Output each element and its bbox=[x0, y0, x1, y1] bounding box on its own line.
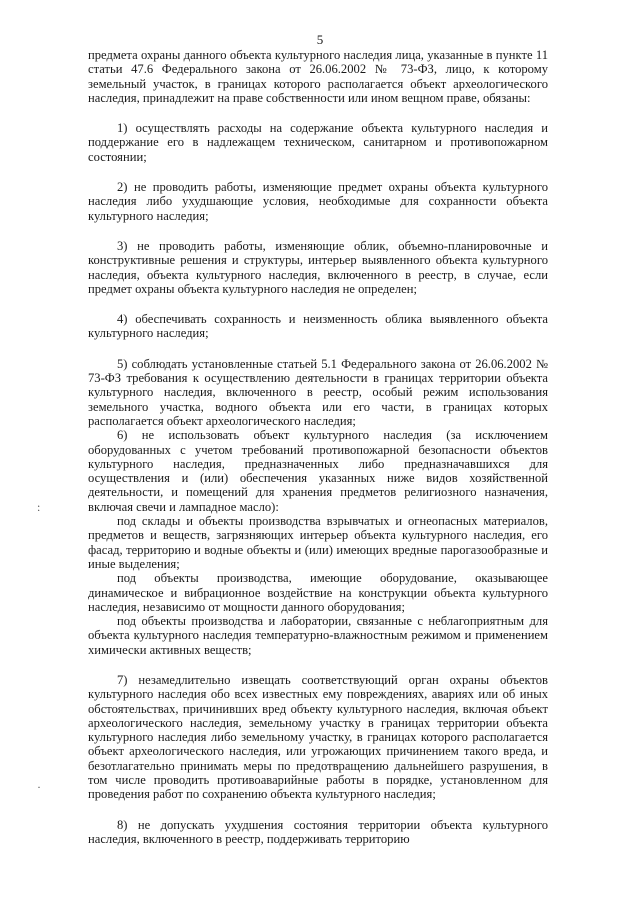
paragraph-item-4: 4) обеспечивать сохранность и неизменность облика выявленного объекта культурного наследия; bbox=[88, 312, 548, 341]
margin-mark: · bbox=[37, 780, 41, 794]
paragraph-item-8: 8) не допускать ухудшения состояния территории объекта культурного наследия, включенного в реестр, поддерживать территорию bbox=[88, 817, 548, 846]
document-body bbox=[88, 48, 548, 862]
paragraph-intro: предмета охраны данного объекта культурного наследия лица, указанные в пункте 11 статьи 47.6 Федерального закона от 26.06.2002 № 73-ФЗ, лицо, к которому земельный участок, в границах которого располагается объект археологического наследия, принадлежит на праве собственности или ином вещном праве, обязаны: bbox=[88, 48, 548, 105]
paragraph-item-1: 1) осуществлять расходы на содержание объекта культурного наследия и поддержание его в надлежащем техническом, санитарном и противопожарном состоянии; bbox=[88, 121, 548, 164]
paragraph-item-6-sub-3: под объекты производства и лаборатории, связанные с неблагоприятным для объекта культурного наследия температурно-влажностным режимом и применением химически активных веществ; bbox=[88, 614, 548, 657]
paragraph-item-6-sub-2: под объекты производства, имеющие оборудование, оказывающее динамическое и вибрационное воздействие на конструкции объекта культурного наследия, независимо от мощности данного оборудования; bbox=[88, 571, 548, 614]
paragraph-item-5: 5) соблюдать установленные статьей 5.1 Федерального закона от 26.06.2002 № 73-ФЗ требования к осуществлению деятельности в границах территории объекта культурного наследия, включенного в реестр, особый режим использования земельного участка, водного объекта или его части, в границах которых располагается объект археологического наследия; bbox=[88, 356, 548, 428]
margin-mark: : bbox=[37, 500, 41, 514]
paragraph-item-2: 2) не проводить работы, изменяющие предмет охраны объекта культурного наследия либо ухудшающие условия, необходимые для сохранности объекта культурного наследия; bbox=[88, 180, 548, 223]
paragraph-item-3: 3) не проводить работы, изменяющие облик, объемно-планировочные и конструктивные решения и структуры, интерьер выявленного объекта культурного наследия, объекта культурного наследия, включенного в реестр, в случае, если предмет охраны объекта культурного наследия не определен; bbox=[88, 238, 548, 296]
paragraph-item-6: 6) не использовать объект культурного наследия (за исключением оборудованных с учетом требований противопожарной безопасности объектов культурного наследия, предназначенных либо предназначавшихся для осуществления и (или) обеспечения указанных ниже видов хозяйственной деятельности, и помещений для хранения предметов религиозного назначения, включая свечи и лампадное масло): bbox=[88, 428, 548, 514]
page-number: 5 bbox=[316, 32, 324, 47]
paragraph-item-7: 7) незамедлительно извещать соответствующий орган охраны объектов культурного наследия обо всех известных ему повреждениях, авариях или об иных обстоятельствах, причинивших вред объекту культурного наследия, включая объект археологического наследия, земельному участку в границах территории объекта культурного наследия либо земельному участку, в границах которого располагается объект археологического наследия, или угрожающих причинением такого вреда, и безотлагательно принимать меры по предотвращению дальнейшего разрушения, в том числе проводить противоаварийные работы в порядке, установленном для проведения работ по сохранению объекта культурного наследия; bbox=[88, 672, 548, 802]
paragraph-item-6-sub-1: под склады и объекты производства взрывчатых и огнеопасных материалов, предметов и веществ, загрязняющих интерьер объекта культурного наследия, его фасад, территорию и водные объекты и (или) имеющих вредные парогазообразные и иные выделения; bbox=[88, 514, 548, 571]
